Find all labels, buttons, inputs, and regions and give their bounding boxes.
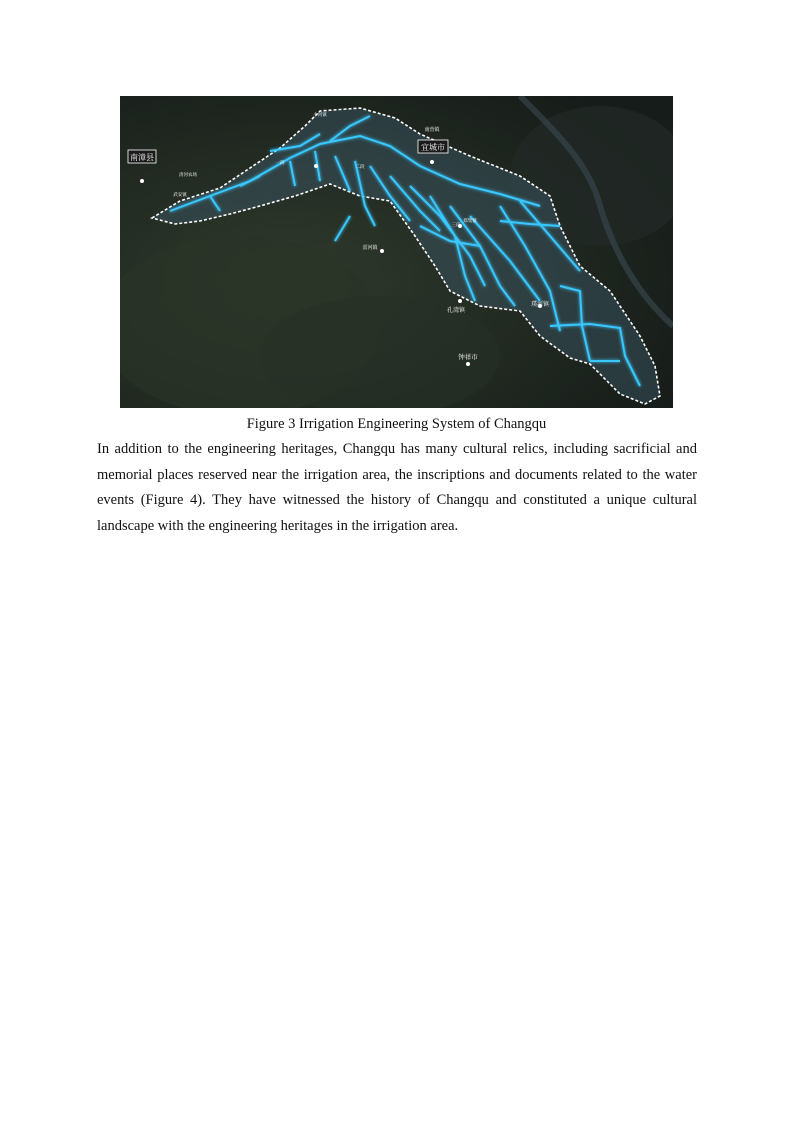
label-town-small-1: 小河镇 [313, 113, 327, 118]
label-yicheng: 宜城市 [421, 143, 445, 152]
figure-caption: Figure 3 Irrigation Engineering System of Changqu [246, 416, 547, 432]
label-town-small-2: 清河农场 [179, 173, 197, 178]
irrigation-map [120, 96, 673, 408]
label-section-2: 二段 [355, 165, 365, 170]
label-town-d: 璞河镇 [530, 301, 550, 308]
label-city-south: 钟祥市 [458, 353, 478, 361]
label-town-north: 南营镇 [424, 127, 440, 133]
body-paragraph: In addition to the engineering heritages, Changqu has many cultural relics, including sacrificial and memorial places reserved near the irrigation area, the inscriptions and documents related to the water events (Figure 4). They have witnessed the history of Changqu and constituted a unique cultural landscape with the engineering heritages in the irrigation area. [97, 441, 697, 534]
label-town-small-3: 武安镇 [173, 193, 187, 198]
label-section-3: 三段 [451, 223, 461, 228]
label-town-a: 郑集镇 [463, 219, 477, 224]
label-town-b: 雷河镇 [362, 245, 378, 251]
label-nanzhang: 南漳县 [130, 153, 154, 162]
label-section-1: 一段 [275, 161, 285, 166]
label-town-c: 孔湾镇 [446, 307, 466, 314]
irrigation-map-figure [120, 96, 673, 408]
